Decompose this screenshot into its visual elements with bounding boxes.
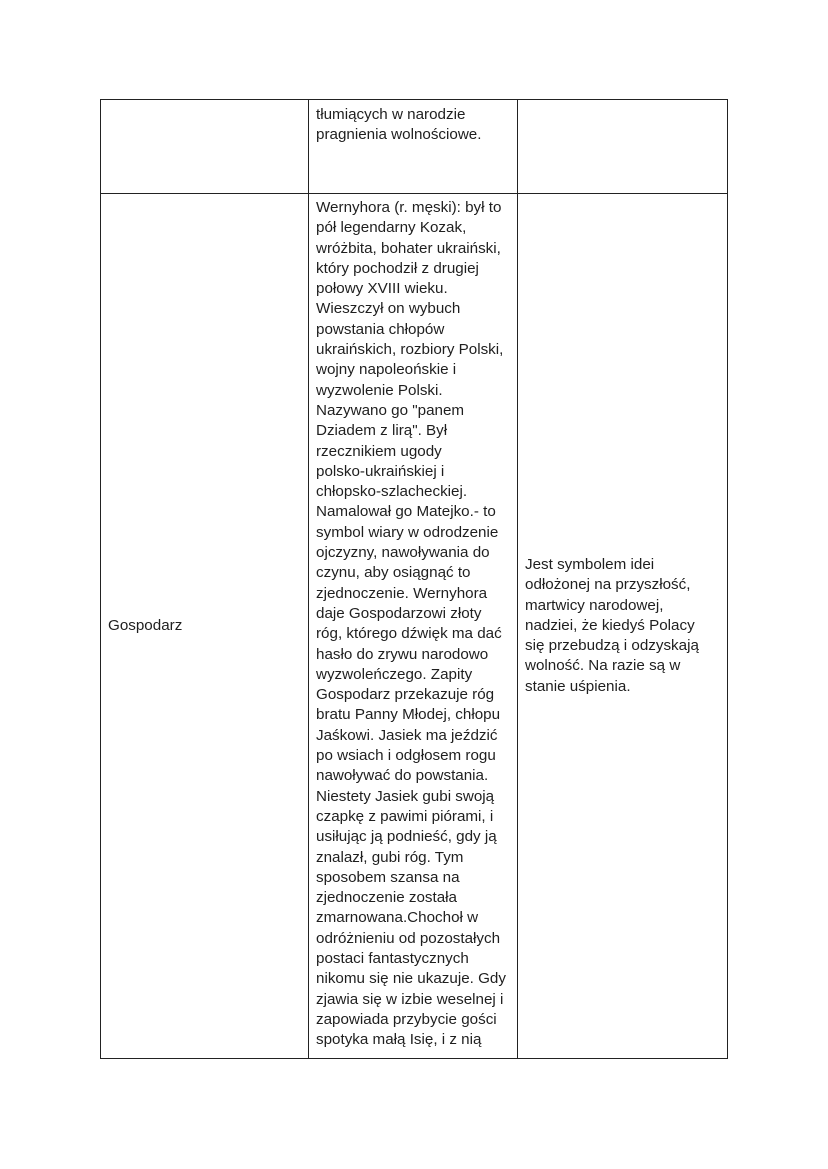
text-line: wróżbita, bohater ukraiński, bbox=[316, 239, 501, 257]
description-cell bbox=[309, 100, 518, 194]
character-table bbox=[100, 99, 728, 1059]
text-line: polsko-ukraińskiej i bbox=[316, 462, 445, 480]
text-line: ukraińskich, rozbiory Polski, bbox=[316, 341, 504, 359]
text-line: odłożonej na przyszłość, bbox=[525, 576, 691, 594]
text-line: Wernyhora (r. męski): był to bbox=[316, 199, 502, 216]
text-line: sposobem szansa na bbox=[316, 868, 460, 886]
text-line: odróżnieniu od pozostałych bbox=[316, 929, 501, 947]
text-line: Dziadem z lirą". Był bbox=[316, 422, 448, 440]
text-line: znalazł, gubi róg. Tym bbox=[316, 848, 464, 866]
character-cell bbox=[101, 194, 309, 1059]
description-text bbox=[309, 194, 517, 1050]
character-name: Gospodarz bbox=[108, 616, 183, 634]
text-line: zjednoczenie. Wernyhora bbox=[316, 584, 488, 602]
text-line: zjawia się w izbie weselnej i bbox=[316, 990, 504, 1008]
text-line: czapkę z pawimi piórami, i bbox=[316, 807, 494, 825]
text-line: spotyka małą Isię, i z nią bbox=[316, 1031, 482, 1049]
description-cell bbox=[309, 194, 518, 1059]
text-line: wojny napoleońskie i bbox=[316, 361, 457, 379]
table-row bbox=[101, 194, 728, 1059]
text-line: hasło do zrywu narodowo bbox=[316, 645, 489, 663]
text-line: czynu, aby osiągnąć to bbox=[316, 564, 471, 582]
text-line: martwicy narodowej, bbox=[525, 596, 664, 614]
text-line: stanie uśpienia. bbox=[525, 677, 631, 695]
text-line: zjednoczenie została bbox=[316, 889, 457, 907]
text-line: wolność. Na razie są w bbox=[525, 657, 681, 675]
text-line: wyzwoleńczego. Zapity bbox=[316, 665, 473, 683]
text-line: pragnienia wolnościowe. bbox=[316, 126, 482, 144]
text-line: po wsiach i odgłosem rogu bbox=[316, 747, 496, 765]
text-line: tłumiących w narodzie bbox=[316, 106, 466, 123]
text-line: nikomu się nie ukazuje. Gdy bbox=[316, 970, 506, 988]
text-line: Jaśkowi. Jasiek ma jeździć bbox=[316, 726, 498, 744]
text-line: Wieszczył on wybuch bbox=[316, 300, 461, 318]
text-line: Niestety Jasiek gubi swoją bbox=[316, 787, 495, 805]
text-line: chłopsko-szlacheckiej. bbox=[316, 483, 468, 501]
text-line: ojczyzny, nawoływania do bbox=[316, 544, 490, 562]
symbolism-cell bbox=[518, 100, 728, 194]
text-line: nadziei, że kiedyś Polacy bbox=[525, 616, 695, 634]
text-line: który pochodził z drugiej bbox=[316, 259, 479, 277]
symbolism-text bbox=[518, 555, 727, 697]
text-line: nawoływać do powstania. bbox=[316, 767, 489, 785]
description-text bbox=[309, 100, 517, 146]
text-line: połowy XVIII wieku. bbox=[316, 280, 448, 298]
text-line: Nazywano go "panem bbox=[316, 401, 465, 419]
text-line: Gospodarz przekazuje róg bbox=[316, 686, 495, 704]
symbolism-cell bbox=[518, 194, 728, 1059]
text-line: Namalował go Matejko.- to bbox=[316, 503, 496, 521]
text-line: zapowiada przybycie gości bbox=[316, 1010, 497, 1028]
text-line: daje Gospodarzowi złoty bbox=[316, 604, 482, 622]
text-line: powstania chłopów bbox=[316, 320, 445, 338]
character-cell bbox=[101, 100, 309, 194]
text-line: postaci fantastycznych bbox=[316, 949, 469, 967]
table-row bbox=[101, 100, 728, 194]
text-line: pół legendarny Kozak, bbox=[316, 219, 467, 237]
text-line: zmarnowana.Chochoł w bbox=[316, 909, 479, 927]
text-line: Jest symbolem idei bbox=[525, 555, 655, 573]
text-line: się przebudzą i odzyskają bbox=[525, 637, 699, 655]
text-line: usiłując ją podnieść, gdy ją bbox=[316, 828, 497, 846]
text-line: wyzwolenie Polski. bbox=[316, 381, 443, 399]
text-line: bratu Panny Młodej, chłopu bbox=[316, 706, 501, 724]
text-line: rzecznikiem ugody bbox=[316, 442, 442, 460]
text-line: róg, którego dźwięk ma dać bbox=[316, 625, 502, 643]
text-line: symbol wiary w odrodzenie bbox=[316, 523, 499, 541]
